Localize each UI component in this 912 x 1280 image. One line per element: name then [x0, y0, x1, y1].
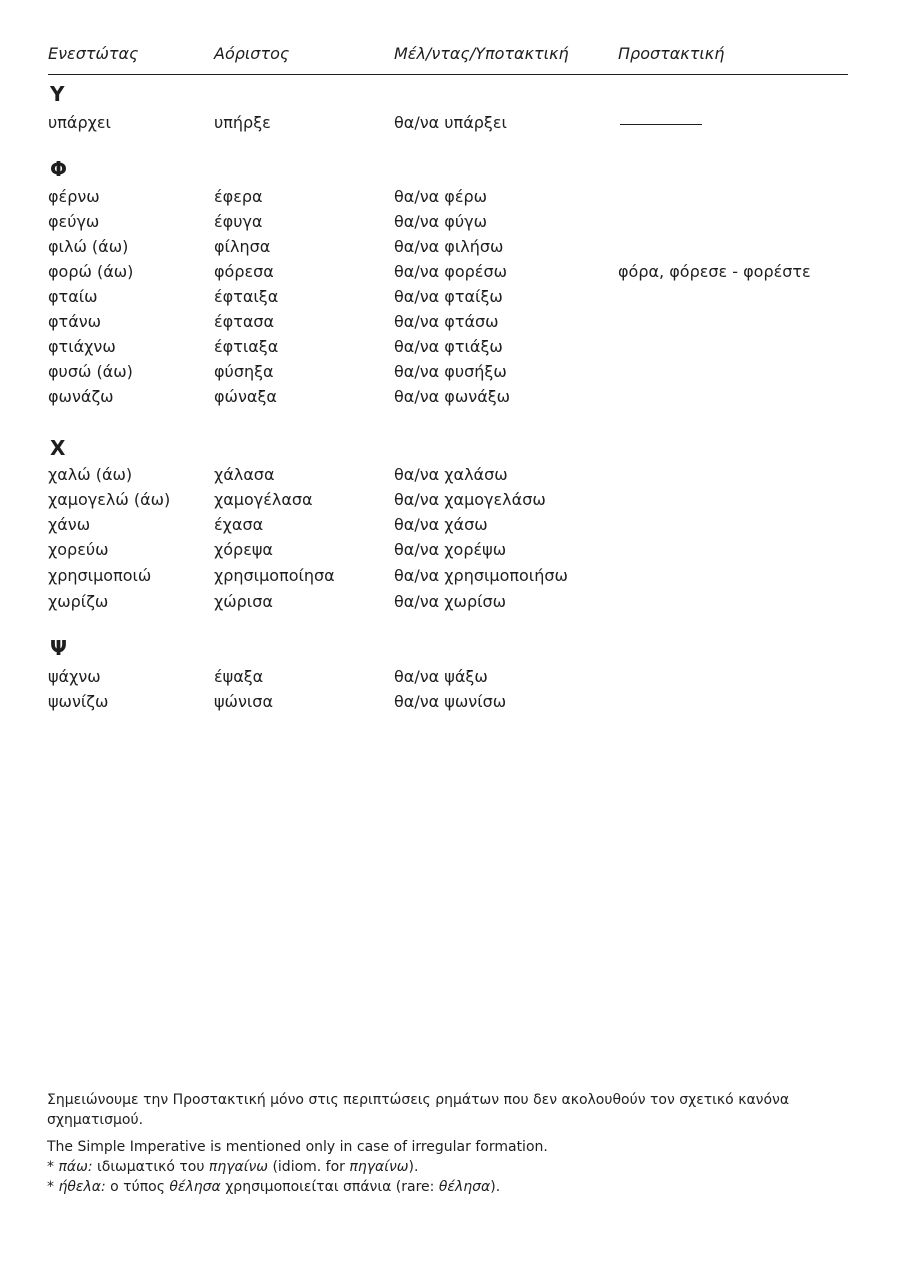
footnote-term: πάω: — [58, 1159, 93, 1175]
future-cell: θα/να φυσήξω — [394, 362, 507, 381]
section-letter: Υ — [50, 82, 65, 106]
footnote-term: ήθελα: — [58, 1179, 106, 1195]
present-cell: χαμογελώ (άω) — [48, 490, 171, 509]
aorist-cell: χόρεψα — [214, 540, 273, 559]
footnote-italic: πηγαίνω — [349, 1159, 409, 1175]
table-row — [48, 359, 848, 384]
aorist-cell: υπήρξε — [214, 113, 271, 132]
aorist-cell: φίλησα — [214, 237, 271, 256]
footnote-ithela — [47, 1177, 837, 1197]
footnotes — [47, 1090, 837, 1197]
aorist-cell: χώρισα — [214, 592, 273, 611]
table-row — [48, 512, 848, 537]
footnote-pao — [47, 1157, 837, 1177]
present-cell: ψάχνω — [48, 667, 101, 686]
footnote-text: ο τύπος — [105, 1179, 170, 1195]
aorist-cell: χαμογέλασα — [214, 490, 313, 509]
present-cell: φορώ (άω) — [48, 262, 134, 281]
footnote-star: * — [47, 1159, 54, 1175]
present-cell: φτιάχνω — [48, 337, 116, 356]
future-cell: θα/να χορέψω — [394, 540, 507, 559]
present-cell: χρησιμοποιώ — [48, 566, 152, 585]
header-present: Ενεστώτας — [48, 44, 139, 63]
table-row — [48, 309, 848, 334]
table-row — [48, 589, 848, 614]
table-row — [48, 689, 848, 714]
present-cell: φωνάζω — [48, 387, 114, 406]
imperative-cell: φόρα, φόρεσε - φορέστε — [618, 262, 811, 281]
future-cell: θα/να χρησιμοποιήσω — [394, 566, 568, 585]
aorist-cell: χρησιμοποίησα — [214, 566, 335, 585]
table-row — [48, 209, 848, 234]
present-cell: χαλώ (άω) — [48, 465, 133, 484]
section-letter: Ψ — [50, 636, 67, 660]
future-cell: θα/να φιλήσω — [394, 237, 504, 256]
aorist-cell: φώναξα — [214, 387, 277, 406]
footnote-text: (idiom. for — [268, 1159, 350, 1175]
greek-note: Σημειώνουμε την Προστακτική μόνο στις περιπτώσεις ρημάτων που δεν ακολουθούν τον σχετικό κανόνα σχηματισμού. — [47, 1092, 790, 1128]
present-cell: φτάνω — [48, 312, 102, 331]
table-row — [48, 259, 848, 284]
footnote-italic: πηγαίνω — [208, 1159, 268, 1175]
footnote-text: ιδιωματικό του — [92, 1159, 209, 1175]
imperative-dash — [620, 124, 702, 125]
present-cell: φεύγω — [48, 212, 100, 231]
aorist-cell: έχασα — [214, 515, 264, 534]
future-cell: θα/να φωνάξω — [394, 387, 511, 406]
footnote-italic: θέλησα — [438, 1179, 491, 1195]
table-row — [48, 234, 848, 259]
footnote-italic: θέλησα — [169, 1179, 221, 1195]
table-row — [48, 384, 848, 409]
future-cell: θα/να φταίξω — [394, 287, 503, 306]
future-cell: θα/να χάσω — [394, 515, 488, 534]
table-row — [48, 334, 848, 359]
present-cell: χάνω — [48, 515, 91, 534]
future-cell: θα/να φορέσω — [394, 262, 507, 281]
present-cell: φυσώ (άω) — [48, 362, 133, 381]
future-cell: θα/να ψωνίσω — [394, 692, 507, 711]
header-imperative: Προστακτική — [618, 44, 725, 63]
aorist-cell: έφυγα — [214, 212, 263, 231]
future-cell: θα/να χωρίσω — [394, 592, 507, 611]
table-header — [48, 40, 848, 75]
future-cell: θα/να υπάρξει — [394, 113, 507, 132]
present-cell: ψωνίζω — [48, 692, 109, 711]
header-future: Μέλ/ντας/Υποτακτική — [394, 44, 569, 63]
future-cell: θα/να φτιάξω — [394, 337, 503, 356]
table-row — [48, 664, 848, 689]
aorist-cell: έφτιαξα — [214, 337, 279, 356]
aorist-cell: έψαξα — [214, 667, 264, 686]
future-cell: θα/να φύγω — [394, 212, 487, 231]
table-row — [48, 184, 848, 209]
english-note: The Simple Imperative is mentioned only in case of irregular formation. — [47, 1139, 548, 1155]
section-letter: Χ — [50, 436, 66, 460]
footnote-text: ). — [408, 1159, 419, 1175]
table-row — [48, 537, 848, 562]
present-cell: χωρίζω — [48, 592, 109, 611]
aorist-cell: φύσηξα — [214, 362, 274, 381]
table-row — [48, 563, 848, 588]
table-row — [48, 487, 848, 512]
section-letter: Φ — [50, 157, 68, 181]
aorist-cell: έφταιξα — [214, 287, 279, 306]
aorist-cell: έφτασα — [214, 312, 275, 331]
present-cell: φταίω — [48, 287, 98, 306]
present-cell: φέρνω — [48, 187, 100, 206]
future-cell: θα/να χαλάσω — [394, 465, 508, 484]
present-cell: υπάρχει — [48, 113, 111, 132]
footnote-text: ). — [490, 1179, 501, 1195]
present-cell: χορεύω — [48, 540, 109, 559]
present-cell: φιλώ (άω) — [48, 237, 129, 256]
aorist-cell: ψώνισα — [214, 692, 273, 711]
future-cell: θα/να φέρω — [394, 187, 488, 206]
aorist-cell: φόρεσα — [214, 262, 274, 281]
future-cell: θα/να ψάξω — [394, 667, 488, 686]
aorist-cell: χάλασα — [214, 465, 275, 484]
table-row — [48, 284, 848, 309]
header-aorist: Αόριστος — [214, 44, 290, 63]
aorist-cell: έφερα — [214, 187, 263, 206]
footnote-star: * — [47, 1179, 54, 1195]
table-row — [48, 462, 848, 487]
future-cell: θα/να φτάσω — [394, 312, 499, 331]
future-cell: θα/να χαμογελάσω — [394, 490, 546, 509]
footnote-text: χρησιμοποιείται σπάνια (rare: — [220, 1179, 439, 1195]
table-row — [48, 110, 848, 135]
